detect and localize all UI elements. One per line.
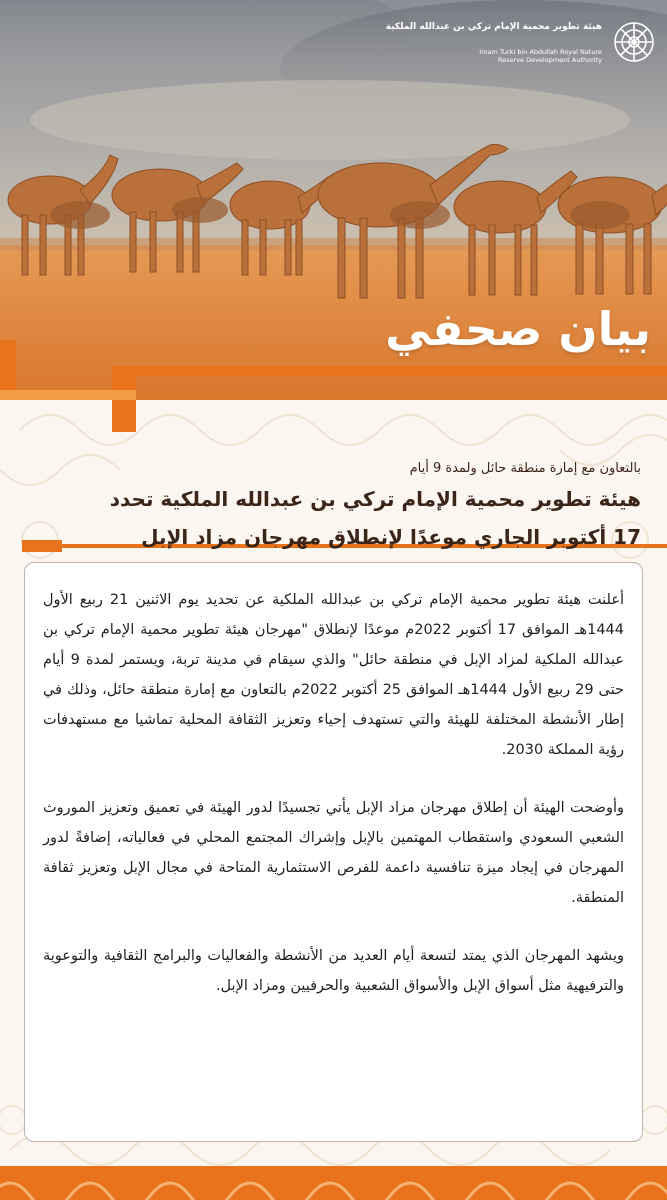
footer-orange-band (0, 1166, 667, 1200)
footer-pattern (0, 1166, 667, 1200)
body-paragraph-2: وأوضحت الهيئة أن إطلاق مهرجان مزاد الإبل يأتي تجسيدًا لدور الهيئة في تعميق وتعزيز الموروث الشعبي السعودي واستقطاب المهتمين بالإبل وإشراك المجتمع المحلي في فعالياته، إضافةً لدور المهرجان في إيجاد ميزة تنافسية داعمة للفرص الاستثمارية المتاحة في مجال الإبل وتعزيز ثقافة المنطقة. (43, 800, 624, 906)
hero-banner (0, 0, 667, 400)
authority-logo (385, 18, 660, 70)
orange-accent-bar-bottom (0, 390, 136, 400)
page-title: بيان صحفي (385, 302, 651, 356)
logo-arabic-name: هيئة تطوير محمية الإمام تركي بن عبدالله الملكية (385, 22, 602, 32)
body-paragraph-1: أعلنت هيئة تطوير محمية الإمام تركي بن عبدالله الملكية عن تحديد يوم الاثنين 21 ربيع الأول 1444هـ الموافق 17 أكتوبر 2022م موعدًا لإنطلاق "مهرجان هيئة تطوير محمية الإمام تركي بن عبدالله الملكية لمزاد الإبل في منطقة حائل" والذي سيقام في مدينة تربة، ويستمر لمدة 9 أيام حتى 29 ربيع الأول 1444هـ الموافق 25 أكتوبر 2022م بالتعاون مع إمارة منطقة حائل، وذلك في إطار الأنشطة المختلفة للهيئة والتي تستهدف إحياء وتعزيز الثقافة المحلية تماشيا مع مستهدفات رؤية المملكة 2030. (43, 592, 625, 758)
press-headline (21, 480, 641, 556)
press-body-card (24, 562, 643, 1142)
logo-english-line1: Imam Turki bin Abdullah Royal Nature (479, 48, 602, 56)
body-paragraph-3: ويشهد المهرجان الذي يمتد لتسعة أيام العديد من الأنشطة والفعاليات والبرامج الثقافية والتوعوية والترفيهية مثل أسواق الإبل والأسواق الشعبية والحرفيين ومزاد الإبل. (43, 948, 624, 994)
logo-english-line2: Reserve Development Authority (497, 56, 602, 64)
orange-accent-bar-mid (112, 376, 136, 432)
orange-accent-bar-top (112, 366, 667, 376)
logo-english-name (472, 48, 602, 64)
press-subtitle: بالتعاون مع إمارة منطقة حائل ولمدة 9 أيام (409, 461, 641, 476)
headline-line-2: 17 أكتوبر الجاري موعدًا لإنطلاق مهرجان مزاد الإبل (141, 525, 641, 549)
reserve-emblem-icon (612, 20, 656, 64)
headline-line-1: هيئة تطوير محمية الإمام تركي بن عبدالله الملكية تحدد (109, 487, 641, 511)
